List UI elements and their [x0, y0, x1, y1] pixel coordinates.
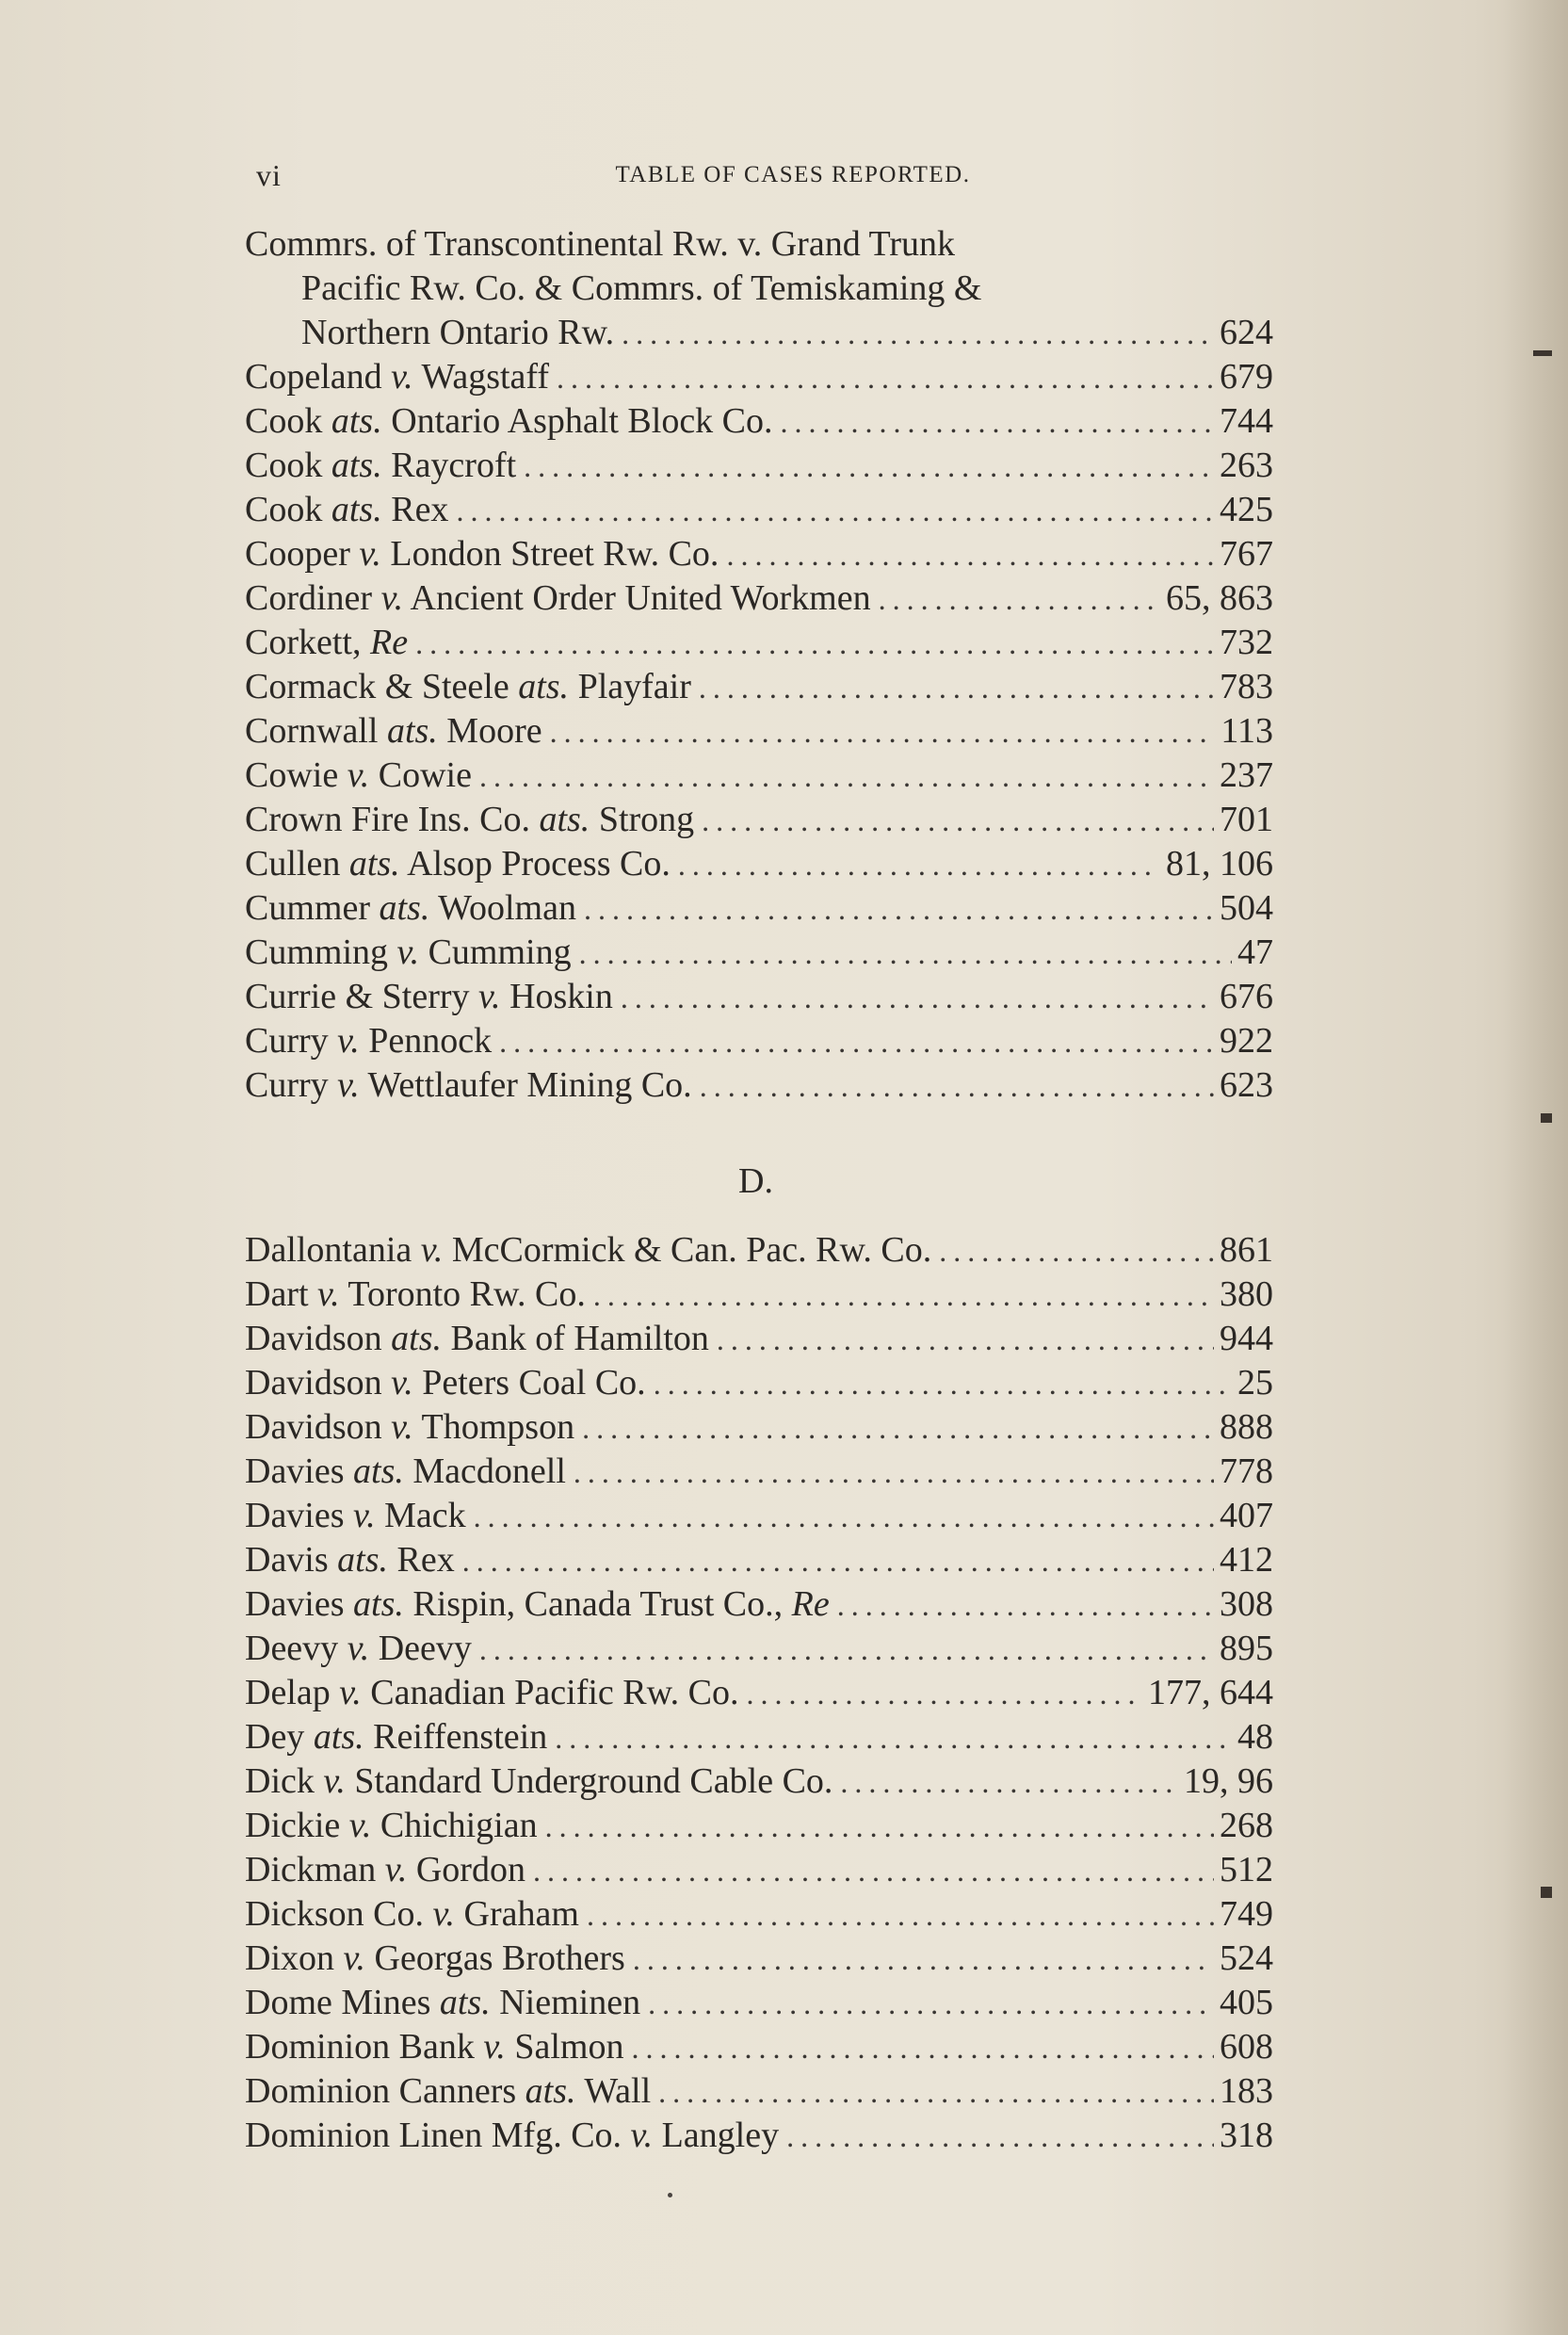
page-reference: 183	[1220, 2071, 1273, 2111]
case-entry	[245, 399, 1273, 444]
case-name	[245, 621, 415, 665]
page-speck	[668, 2193, 672, 2197]
page-reference: 732	[1220, 623, 1273, 662]
case-entry	[245, 1228, 1273, 1273]
relation: v.	[347, 755, 370, 795]
case-entry	[245, 1273, 1273, 1317]
case-name: Northern Ontario Rw.	[301, 313, 615, 352]
case-name	[245, 444, 524, 488]
case-entry	[245, 754, 1273, 798]
relation: ats.	[353, 1584, 404, 1624]
relation: v.	[478, 977, 501, 1016]
page-reference: 405	[1220, 1983, 1273, 2022]
page-reference: 65, 863	[1166, 578, 1273, 618]
party-b: Wagstaff	[421, 357, 550, 397]
case-entry	[245, 2025, 1273, 2069]
relation: ats.	[391, 1319, 443, 1358]
relation: ats.	[331, 401, 382, 441]
relation: ats.	[539, 800, 590, 839]
party-a: Davis	[245, 1540, 329, 1580]
case-entry	[245, 1361, 1273, 1405]
case-name	[245, 931, 579, 975]
case-entry	[245, 2114, 1273, 2158]
party-a: Crown Fire Ins. Co.	[245, 800, 530, 839]
party-b: Woolman	[438, 888, 576, 928]
case-name	[245, 1981, 648, 2025]
party-a: Cumming	[245, 932, 389, 972]
party-a: Davidson	[245, 1407, 382, 1447]
relation: ats.	[525, 2071, 576, 2111]
party-a: Dickie	[245, 1806, 341, 1845]
case-entry	[245, 1715, 1273, 1759]
party-b: Strong	[598, 800, 695, 839]
case-name	[245, 1273, 593, 1317]
page-reference: 25	[1237, 1363, 1273, 1403]
dot-leader	[621, 976, 1214, 1020]
page-reference: 504	[1220, 888, 1273, 928]
case-name	[245, 1627, 479, 1671]
relation: v.	[384, 1850, 408, 1889]
dot-leader	[879, 577, 1160, 622]
dot-leader	[840, 1760, 1178, 1805]
party-a: Davies	[245, 1451, 345, 1491]
party-a: Dominion Linen Mfg. Co.	[245, 2116, 622, 2155]
relation: v.	[348, 1806, 372, 1845]
section-c-entries	[245, 355, 1273, 1108]
relation: v.	[630, 2116, 654, 2155]
party-b: Wall	[584, 2071, 652, 2111]
relation: v.	[483, 2027, 506, 2067]
dot-leader	[574, 1451, 1214, 1495]
case-entry	[245, 1981, 1273, 2025]
party-a: Cormack & Steele	[245, 667, 509, 706]
relation: v.	[432, 1894, 456, 1934]
dot-leader	[479, 754, 1214, 799]
party-b: Ontario Asphalt Block Co.	[391, 401, 773, 441]
relation: ats.	[386, 711, 438, 751]
dot-leader	[699, 666, 1214, 710]
case-name	[245, 1405, 582, 1450]
case-name	[245, 842, 678, 886]
dot-leader	[415, 622, 1214, 666]
case-entry	[245, 1450, 1273, 1494]
relation: v.	[317, 1274, 340, 1314]
case-list-c	[245, 222, 1273, 1108]
party-a: Cornwall	[245, 711, 379, 751]
page-reference: 48	[1237, 1717, 1273, 1757]
relation: v.	[391, 1407, 413, 1447]
party-a: Davidson	[245, 1319, 382, 1358]
page-reference: 524	[1220, 1938, 1273, 1978]
party-a: Currie & Sterry	[245, 977, 470, 1016]
party-b: Bank of Hamilton	[450, 1319, 709, 1358]
party-a: Cullen	[245, 844, 341, 884]
page-reference: 19, 96	[1184, 1761, 1273, 1801]
case-name	[245, 665, 699, 709]
relation: v.	[396, 932, 420, 972]
case-name	[245, 1494, 474, 1538]
case-entry	[245, 576, 1273, 621]
case-name	[245, 975, 621, 1019]
party-b: Ancient Order United Workmen	[410, 578, 871, 618]
case-name	[245, 1228, 939, 1273]
party-b: Canadian Pacific Rw. Co.	[370, 1673, 739, 1712]
page-reference: 412	[1220, 1540, 1273, 1580]
dot-leader	[622, 312, 1214, 356]
section-d-entries	[245, 1228, 1273, 2158]
dot-leader	[593, 1273, 1214, 1318]
case-name	[245, 1019, 499, 1063]
party-a: Dey	[245, 1717, 305, 1757]
page-reference: 744	[1220, 401, 1273, 441]
case-name	[245, 355, 557, 399]
page-reference: 624	[1220, 313, 1273, 352]
party-b: Pennock	[368, 1021, 493, 1061]
party-a: Cook	[245, 490, 323, 529]
case-entry	[245, 532, 1273, 576]
page-folio: vi	[256, 158, 282, 192]
dot-leader	[700, 1064, 1214, 1109]
case-name	[245, 2025, 632, 2069]
case-name	[245, 1937, 633, 1981]
dot-leader	[555, 1716, 1232, 1760]
case-name	[245, 1450, 574, 1494]
case-name	[245, 399, 781, 444]
page-reference: 861	[1220, 1230, 1273, 1270]
case-entry	[245, 1582, 1273, 1627]
page-reference: 767	[1220, 534, 1273, 574]
case-entry	[245, 665, 1273, 709]
case-entry	[245, 1317, 1273, 1361]
dot-leader	[746, 1672, 1142, 1716]
relation: ats.	[313, 1717, 364, 1757]
case-entry	[245, 886, 1273, 931]
case-entry	[245, 488, 1273, 532]
party-a: Cook	[245, 446, 323, 485]
first-entry-line-3	[245, 311, 1273, 355]
dot-leader	[462, 1539, 1214, 1583]
party-b: Playfair	[577, 667, 691, 706]
first-entry-line-1: Commrs. of Transcontinental Rw. v. Grand Trunk	[245, 224, 956, 264]
case-entry	[245, 1937, 1273, 1981]
party-b: Raycroft	[391, 446, 517, 485]
party-b: Langley	[661, 2116, 780, 2155]
case-name	[245, 886, 584, 931]
case-entry	[245, 1538, 1273, 1582]
page-reference: 783	[1220, 667, 1273, 706]
party-a: Dick	[245, 1761, 315, 1801]
relation: v.	[337, 1021, 360, 1061]
party-b: Thompson	[421, 1407, 575, 1447]
party-b: Cumming	[428, 932, 572, 972]
page-reference: 922	[1220, 1021, 1273, 1061]
page-reference: 407	[1220, 1496, 1273, 1535]
relation: ats.	[331, 446, 382, 485]
case-entry	[245, 798, 1273, 842]
party-b: London Street Rw. Co.	[390, 534, 719, 574]
party-a: Dixon	[245, 1938, 334, 1978]
case-entry	[245, 355, 1273, 399]
case-name	[245, 754, 479, 798]
case-list-d	[245, 1228, 1273, 2158]
case-entry	[245, 1494, 1273, 1538]
party-a: Dallontania	[245, 1230, 412, 1270]
party-b: Gordon	[415, 1850, 525, 1889]
case-name	[245, 576, 879, 621]
case-name	[245, 1848, 533, 1892]
party-b: Deevy	[378, 1629, 472, 1668]
dot-leader	[499, 1020, 1214, 1064]
dot-leader	[550, 710, 1216, 754]
party-b: Rex	[391, 490, 449, 529]
party-a: Corkett,	[245, 623, 362, 662]
page-reference: 623	[1220, 1065, 1273, 1105]
dot-leader	[524, 445, 1214, 489]
dot-leader	[587, 1893, 1214, 1938]
party-b: Macdonell	[412, 1451, 566, 1491]
case-entry	[245, 1848, 1273, 1892]
page-header	[256, 158, 1273, 196]
page-reference: 308	[1220, 1584, 1273, 1624]
party-b: Standard Underground Cable Co.	[354, 1761, 833, 1801]
page-reference: 425	[1220, 490, 1273, 529]
relation: v.	[359, 534, 381, 574]
page-reference: 380	[1220, 1274, 1273, 1314]
relation: v.	[391, 357, 413, 397]
page-reference: 888	[1220, 1407, 1273, 1447]
party-a: Dickman	[245, 1850, 377, 1889]
page-reference: 177, 644	[1148, 1673, 1273, 1712]
case-entry	[245, 1627, 1273, 1671]
party-a: Davidson	[245, 1363, 382, 1403]
dot-leader	[702, 799, 1214, 843]
relation: v.	[353, 1496, 376, 1535]
relation: ats.	[353, 1451, 404, 1491]
party-a: Dominion Canners	[245, 2071, 517, 2111]
party-a: Cooper	[245, 534, 350, 574]
page-reference: 778	[1220, 1451, 1273, 1491]
case-name	[245, 1317, 717, 1361]
margin-mark	[1533, 350, 1552, 356]
page-reference: 318	[1220, 2116, 1273, 2155]
case-entry	[245, 1804, 1273, 1848]
party-b: Rex	[396, 1540, 455, 1580]
case-name	[245, 1582, 837, 1627]
party-b: Wettlaufer Mining Co.	[367, 1065, 692, 1105]
case-entry	[245, 842, 1273, 886]
party-b: Graham	[463, 1894, 579, 1934]
party-a: Delap	[245, 1673, 331, 1712]
page-reference: 679	[1220, 357, 1273, 397]
dot-leader	[633, 1938, 1214, 1982]
page-reference: 944	[1220, 1319, 1273, 1358]
case-name	[245, 1759, 840, 1804]
party-b: Toronto Rw. Co.	[348, 1274, 586, 1314]
party-b: Reiffenstein	[373, 1717, 548, 1757]
page-reference: 608	[1220, 2027, 1273, 2067]
margin-mark	[1541, 1113, 1552, 1123]
party-a: Cummer	[245, 888, 370, 928]
relation: ats.	[518, 667, 570, 706]
relation: v.	[347, 1629, 370, 1668]
party-b: Nieminen	[499, 1983, 641, 2022]
party-b: Cowie	[378, 755, 472, 795]
party-a: Curry	[245, 1021, 329, 1061]
page-reference: 237	[1220, 755, 1273, 795]
case-name	[245, 2069, 658, 2114]
party-b: McCormick & Can. Pac. Rw. Co.	[451, 1230, 932, 1270]
party-a: Cordiner	[245, 578, 373, 618]
party-b: Peters Coal Co.	[422, 1363, 646, 1403]
relation: v.	[343, 1938, 366, 1978]
case-entry	[245, 709, 1273, 754]
relation: Re	[369, 623, 409, 662]
page-reference: 268	[1220, 1806, 1273, 1845]
case-name	[245, 532, 726, 576]
party-a: Copeland	[245, 357, 382, 397]
first-entry-line-2: Pacific Rw. Co. & Commrs. of Temiskaming &	[301, 268, 982, 308]
relation: v.	[337, 1065, 360, 1105]
party-a: Cook	[245, 401, 323, 441]
party-a: Dominion Bank	[245, 2027, 475, 2067]
case-name	[245, 709, 550, 754]
page-reference: 263	[1220, 446, 1273, 485]
party-a: Dickson Co.	[245, 1894, 424, 1934]
party-b: Georgas Brothers	[374, 1938, 625, 1978]
dot-leader	[658, 2070, 1214, 2115]
margin-mark	[1541, 1887, 1552, 1898]
case-entry	[245, 2069, 1273, 2114]
dot-leader	[939, 1229, 1214, 1273]
party-a: Deevy	[245, 1629, 339, 1668]
party-b: Chichigian	[380, 1806, 538, 1845]
page-reference: 895	[1220, 1629, 1273, 1668]
case-name	[245, 1538, 462, 1582]
case-name	[245, 1671, 746, 1715]
relation: v.	[339, 1673, 362, 1712]
dot-leader	[479, 1628, 1214, 1672]
party-a: Dart	[245, 1274, 309, 1314]
party-b: Mack	[384, 1496, 466, 1535]
dot-leader	[474, 1495, 1214, 1539]
relation: ats.	[331, 490, 382, 529]
dot-leader	[781, 400, 1214, 445]
relation: ats.	[337, 1540, 389, 1580]
case-entry	[245, 1063, 1273, 1108]
case-entry	[245, 931, 1273, 975]
dot-leader	[726, 533, 1214, 577]
dot-leader	[582, 1406, 1214, 1451]
page-reference: 749	[1220, 1894, 1273, 1934]
dot-leader	[717, 1318, 1214, 1362]
page-reference: 47	[1237, 932, 1273, 972]
party-a: Davies	[245, 1584, 345, 1624]
party-a: Dome Mines	[245, 1983, 431, 2022]
case-name	[245, 798, 702, 842]
dot-leader	[786, 2115, 1214, 2159]
relation: v.	[420, 1230, 444, 1270]
relation: ats.	[348, 844, 400, 884]
page-reference: 512	[1220, 1850, 1273, 1889]
dot-leader	[584, 887, 1214, 932]
dot-leader	[579, 932, 1232, 976]
dot-leader	[533, 1849, 1214, 1893]
relation: ats.	[379, 888, 430, 928]
party-b: Rispin, Canada Trust Co.,	[412, 1584, 784, 1624]
case-entry	[245, 975, 1273, 1019]
party-b: Alsop Process Co.	[407, 844, 671, 884]
case-name	[245, 1892, 587, 1937]
dot-leader	[456, 489, 1214, 533]
case-entry	[245, 1671, 1273, 1715]
section-heading-d: D.	[738, 1161, 773, 1201]
case-name	[245, 1804, 545, 1848]
party-b: Moore	[446, 711, 542, 751]
dot-leader	[632, 2026, 1215, 2070]
page-reference: 81, 106	[1166, 844, 1273, 884]
page-reference: 676	[1220, 977, 1273, 1016]
page-reference: 701	[1220, 800, 1273, 839]
dot-leader	[557, 356, 1214, 400]
running-head: TABLE OF CASES REPORTED.	[615, 162, 971, 187]
case-entry	[245, 1759, 1273, 1804]
case-entry	[245, 1892, 1273, 1937]
case-name	[245, 488, 456, 532]
case-entry	[245, 444, 1273, 488]
case-entry	[245, 621, 1273, 665]
dot-leader	[648, 1982, 1214, 2026]
dot-leader	[545, 1805, 1214, 1849]
relation: v.	[380, 578, 404, 618]
party-a: Cowie	[245, 755, 339, 795]
relation: ats.	[439, 1983, 491, 2022]
dot-leader	[654, 1362, 1232, 1406]
in-re: Re	[791, 1584, 830, 1624]
party-b: Hoskin	[509, 977, 613, 1016]
case-name	[245, 1361, 654, 1405]
dot-leader	[837, 1583, 1214, 1628]
page-reference: 113	[1220, 711, 1273, 751]
party-a: Davies	[245, 1496, 345, 1535]
case-name	[245, 1715, 555, 1759]
case-entry	[245, 1405, 1273, 1450]
case-name	[245, 2114, 786, 2158]
relation: v.	[391, 1363, 413, 1403]
party-b: Salmon	[514, 2027, 624, 2067]
case-name	[245, 1063, 700, 1108]
case-entry	[245, 1019, 1273, 1063]
relation: v.	[323, 1761, 346, 1801]
dot-leader	[678, 843, 1160, 887]
party-a: Curry	[245, 1065, 329, 1105]
